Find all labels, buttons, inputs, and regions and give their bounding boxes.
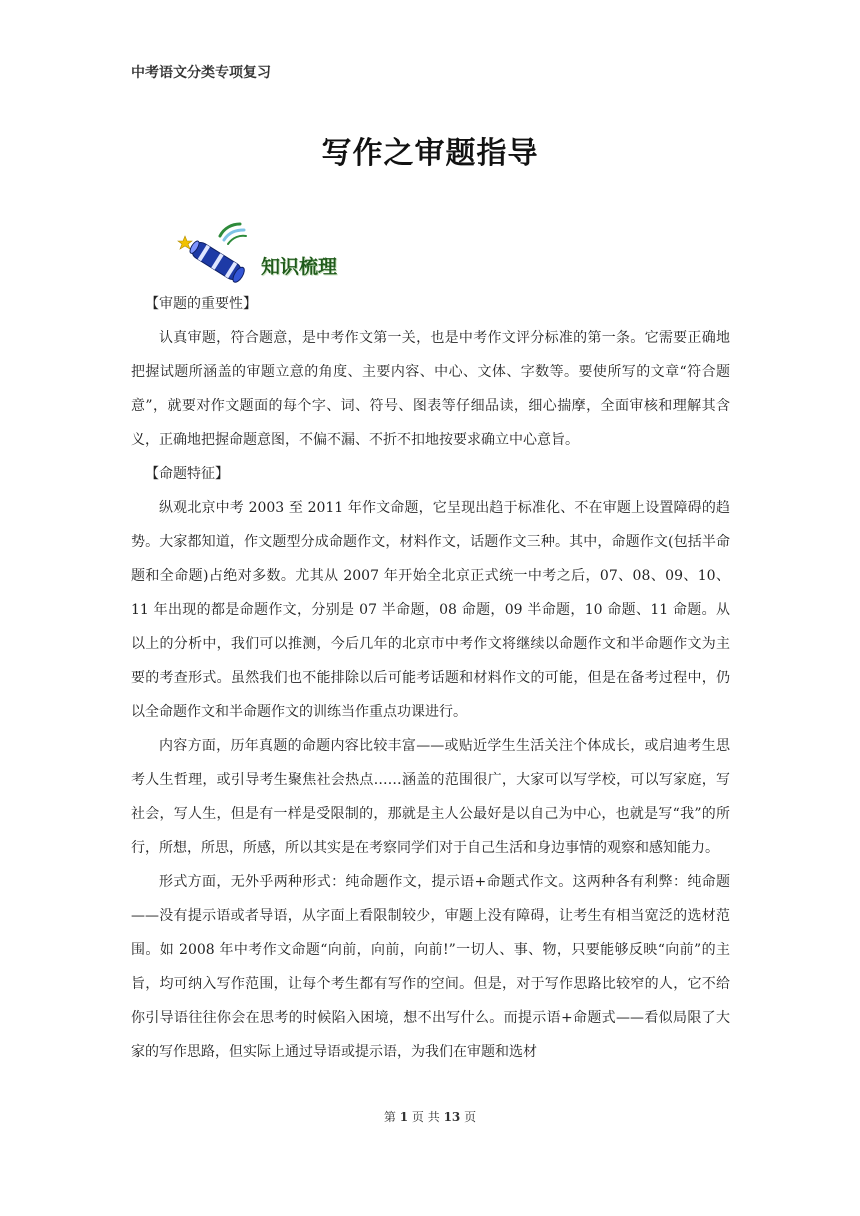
- page-footer: [0, 1108, 860, 1125]
- section-banner: [176, 222, 366, 286]
- section-heading: 【命题特征】: [145, 466, 229, 482]
- paragraph: 形式方面，无外乎两种形式：纯命题作文，提示语+命题式作文。这两种各有利弊：纯命题——没有提示语或者导语，从字面上看限制较少，审题上没有障碍，让考生有相当宽泛的选材范围。如 2008 年中考作文命题“向前，向前，向前!”一切人、事、物，只要能够反映“向前”的主旨，均可纳入写作范围，让每个考生都有写作的空间。但是，对于写作思路比较窄的人，它不给你引导语往往你会在思考的时候陷入困境，想不出写什么。而提示语+命题式——看似局限了大家的写作思路，但实际上通过导语或提示语，为我们在审题和选材: [131, 874, 730, 1060]
- page-total: 13: [443, 1110, 461, 1124]
- footer-middle: 页 共: [411, 1110, 440, 1124]
- telescope-icon: [176, 222, 256, 286]
- document-title: 写作之审题指导: [321, 136, 539, 171]
- footer-suffix: 页: [464, 1110, 477, 1124]
- paragraph: 认真审题，符合题意，是中考作文第一关，也是中考作文评分标准的第一条。它需要正确地把握试题所涵盖的审题立意的角度、主要内容、中心、文体、字数等。要使所写的文章“符合题意”，就要对作文题面的每个字、词、符号、图表等仔细品读，细心揣摩，全面审核和理解其含义，正确地把握命题意图，不偏不漏、不折不扣地按要求确立中心意旨。: [131, 330, 730, 448]
- paragraph: 内容方面，历年真题的命题内容比较丰富——或贴近学生生活关注个体成长，或启迪考生思考人生哲理，或引导考生聚焦社会热点……涵盖的范围很广，大家可以写学校，可以写家庭，写社会，写人生，但是有一样是受限制的，那就是主人公最好是以自己为中心，也就是写“我”的所行，所想，所思，所感，所以其实是在考察同学们对于自己生活和身边事情的观察和感知能力。: [131, 738, 730, 856]
- section-title: 知识梳理: [261, 256, 338, 278]
- document-header: 中考语文分类专项复习: [131, 65, 271, 81]
- section-heading: 【审题的重要性】: [145, 296, 257, 312]
- footer-prefix: 第: [383, 1110, 396, 1124]
- paragraph: 纵观北京中考 2003 至 2011 年作文命题，它呈现出趋于标准化、不在审题上设置障碍的趋势。大家都知道，作文题型分成命题作文，材料作文，话题作文三种。其中，命题作文(包括半命题和全命题)占绝对多数。尤其从 2007 年开始全北京正式统一中考之后，07、08、09、10、11 年出现的都是命题作文，分别是 07 半命题，08 命题，09 半命题，10 命题、11 命题。从以上的分析中，我们可以推测，今后几年的北京市中考作文将继续以命题作文和半命题作文为主要的考查形式。虽然我们也不能排除以后可能考话题和材料作文的可能，但是在备考过程中，仍以全命题作文和半命题作文的训练当作重点功课进行。: [131, 500, 730, 720]
- document-body: [131, 287, 730, 1069]
- page-number: 1: [399, 1110, 409, 1124]
